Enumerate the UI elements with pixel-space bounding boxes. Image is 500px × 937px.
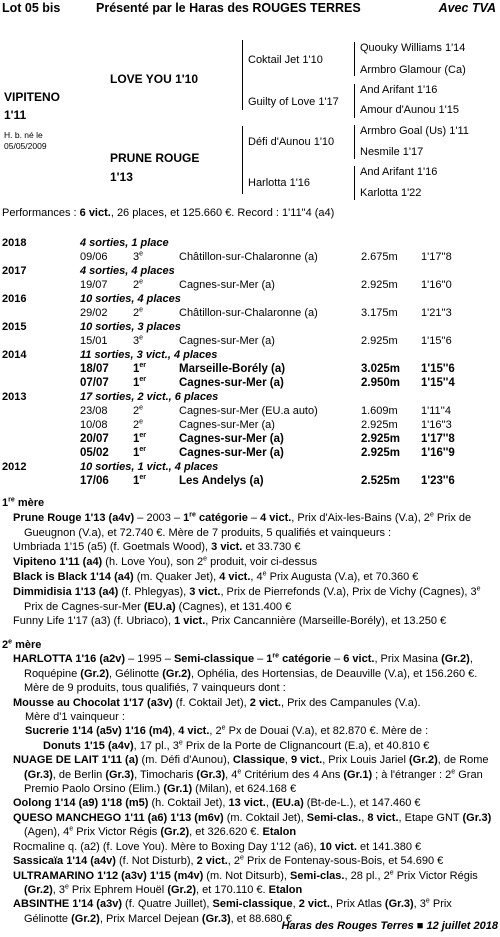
race-hippodrome: Cagnes-sur-Mer (a) xyxy=(179,433,284,445)
race-place: 1er xyxy=(133,376,147,389)
race-row xyxy=(2,362,471,376)
year-summary: 17 sorties, 2 vict., 6 places xyxy=(80,391,219,403)
year-summary: 4 sorties, 4 places xyxy=(80,265,175,277)
horse-info-1: H. b. né le xyxy=(4,130,43,140)
year-summary-row xyxy=(2,264,471,278)
second-dam-child-mousse: Mousse au Chocolat 1'17 (a3v) (f. Coktail Jet), 2 vict., Prix des Campanules (V.a). xyxy=(13,696,421,709)
race-place: 2e xyxy=(133,278,144,291)
horse-info-2: 05/05/2009 xyxy=(4,141,47,151)
second-dam-ultramarino: ULTRAMARINO 1'12 (a3v) 1'15 (m4v) (m. Not Ditsurb), Semi-clas., 28 pl., 2e Prix Victor Régis (Gr.2), 3e Prix Ephrem Houël (Gr.2), et 170.110 €. Etalon xyxy=(13,868,478,896)
second-dam-paragraph: HARLOTTA 1'16 (a2v) – 1995 – Semi-classique – 1re catégorie – 6 vict., Prix Masina (Gr.2), Roquépine (Gr.2), Gélinotte (Gr.2), Ophélia, des Hortensias, de Deauville (V.a), et 156.260 €. Mère de 9 produits, tous qualifiés, 7 vainqueurs dont : xyxy=(13,652,478,695)
race-place: 3e xyxy=(133,250,144,263)
year-summary-row xyxy=(2,236,471,250)
race-hippodrome: Cagnes-sur-Mer (a) xyxy=(179,335,275,347)
performances-wins: 6 vict. xyxy=(79,207,111,219)
gen3-3: Défi d'Aunou 1'10 xyxy=(248,136,335,148)
gen3-4: Harlotta 1'16 xyxy=(248,177,311,189)
race-row xyxy=(2,404,471,418)
race-hippodrome: Marseille-Borély (a) xyxy=(179,363,286,375)
race-time: 1'23''6 xyxy=(421,475,455,487)
gen4-1: Quouky Williams 1'14 xyxy=(360,42,466,54)
race-row xyxy=(2,334,471,348)
first-dam-child-1: Umbriada 1'15 (a5) (f. Goetmals Wood), 3 vict. et 33.730 € xyxy=(13,541,301,554)
year-label: 2015 xyxy=(2,321,27,333)
race-date: 05/02 xyxy=(80,447,109,459)
race-date: 23/08 xyxy=(80,405,108,417)
first-dam-child-2: Vipiteno 1'11 (a4) (h. Love You), son 2e produit, voir ci-dessus xyxy=(13,555,318,569)
year-label: 2013 xyxy=(2,391,27,403)
race-time: 1'11''4 xyxy=(421,405,451,417)
race-row xyxy=(2,418,471,432)
results-table xyxy=(2,236,471,488)
race-distance: 2.525m xyxy=(361,475,401,487)
race-date: 15/01 xyxy=(80,335,108,347)
race-place: 1er xyxy=(133,432,147,445)
year-summary-row xyxy=(2,292,471,306)
sire: LOVE YOU 1'10 xyxy=(110,72,199,86)
year-summary: 10 sorties, 1 vict., 4 places xyxy=(80,461,219,473)
year-summary-row xyxy=(2,460,471,474)
performances-rest: , 26 places, et 125.660 €. Record : 1'11"4 (a4) xyxy=(110,207,335,219)
race-place: 3e xyxy=(133,334,144,347)
gen4-2: Armbro Glamour (Ca) xyxy=(360,64,466,76)
second-dam-queso: QUESO MANCHEGO 1'11 (a6) 1'13 (m6v) (m. Coktail Jet), Semi-clas., 8 vict., Etape GNT (Gr.3) (Agen), 4e Prix Victor Régis (Gr.2), et 326.620 €. Etalon xyxy=(13,811,492,839)
race-time: 1'16''9 xyxy=(421,447,455,459)
race-time: 1'15''4 xyxy=(421,377,455,389)
race-place: 2e xyxy=(133,404,144,417)
race-date: 09/06 xyxy=(80,251,108,263)
second-dam-sassicaia: Sassicaïa 1'14 (a4v) (f. Not Disturb), 2 vict., 2e Prix de Fontenay-sous-Bois, et 54.690 € xyxy=(13,854,444,868)
gen3-2: Guilty of Love 1'17 xyxy=(248,96,339,108)
race-distance: 2.950m xyxy=(361,377,401,389)
year-label: 2014 xyxy=(2,349,27,361)
performances-label: Performances : xyxy=(2,207,80,219)
race-hippodrome: Les Andelys (a) xyxy=(179,475,264,487)
year-summary: 10 sorties, 4 places xyxy=(80,293,181,305)
race-hippodrome: Cagnes-sur-Mer (EU.a auto) xyxy=(179,405,318,417)
race-distance: 2.925m xyxy=(361,335,398,347)
race-time: 1'16''3 xyxy=(421,419,452,431)
year-summary-row xyxy=(2,320,471,334)
race-distance: 3.025m xyxy=(361,363,401,375)
year-label: 2018 xyxy=(2,237,27,249)
race-place: 2e xyxy=(133,306,144,319)
year-label: 2017 xyxy=(2,265,27,277)
performances xyxy=(2,207,334,219)
race-date: 17/06 xyxy=(80,475,109,487)
gen4-8: Karlotta 1'22 xyxy=(360,187,422,199)
race-time: 1'17''8 xyxy=(421,433,455,445)
race-hippodrome: Cagnes-sur-Mer (a) xyxy=(179,419,275,431)
presented-by: Présenté par le Haras des ROUGES TERRES xyxy=(96,1,361,15)
race-hippodrome: Cagnes-sur-Mer (a) xyxy=(179,447,284,459)
race-date: 19/07 xyxy=(80,279,108,291)
second-dam-rocmaline: Rocmaline q. (a2) (f. Love You). Mère to Boxing Day 1'12 (a6), 10 vict. et 141.380 € xyxy=(13,840,422,853)
second-dam-absinthe: ABSINTHE 1'14 (a3v) (f. Quatre Juillet), Semi-classique, 2 vict., Prix Atlas (Gr.3), 3e Prix Gélinotte (Gr.2), Prix Marcel Dejean (Gr.3), et 88.680 € xyxy=(13,897,452,925)
second-dam-nuage: NUAGE DE LAIT 1'11 (a) (m. Défi d'Aunou), Classique, 9 vict., Prix Louis Jariel (Gr.2), de Rome (Gr.3), de Berlin (Gr.3), Timocharis (Gr.3), 4e Critérium des 4 Ans (Gr.1) ; à l'étranger : 2e Gran Premio Paolo Orsino (Elim.) (Gr.1) (Milan), et 624.168 € xyxy=(13,754,489,796)
year-summary: 11 sorties, 3 vict., 4 places xyxy=(80,349,218,361)
gen4-5: Armbro Goal (Us) 1'11 xyxy=(360,125,469,137)
race-row xyxy=(2,376,471,390)
race-row xyxy=(2,474,471,488)
first-dam-child-4: Dimmidisia 1'13 (a4) (f. Phlegyas), 3 vict., Prix de Pierrefonds (V.a), Prix de Vichy (Cagnes), 3e Prix de Cagnes-sur-Mer (EU.a) (Cagnes), et 131.400 € xyxy=(13,585,481,613)
year-label: 2016 xyxy=(2,293,27,305)
race-hippodrome: Cagnes-sur-Mer (a) xyxy=(179,377,284,389)
race-time: 1'15''6 xyxy=(421,363,455,375)
year-summary: 4 sorties, 1 place xyxy=(80,237,169,249)
race-distance: 3.175m xyxy=(361,307,398,319)
first-dam-child-3: Black is Black 1'14 (a4) (m. Quaker Jet), 4 vict., 4e Prix Augusta (V.a), et 70.360 € xyxy=(13,570,419,583)
horse-record: 1'11 xyxy=(4,108,27,122)
first-dam-paragraph: Prune Rouge 1'13 (a4v) – 2003 – 1re catégorie – 4 vict., Prix d'Aix-les-Bains (V.a), 2e Prix de Gueugnon (V.a), et 72.740 €. Mère de 7 produits, 5 qualifiés et vainqueurs : xyxy=(13,511,472,539)
race-row xyxy=(2,306,471,320)
race-place: 1er xyxy=(133,362,147,375)
second-dam-donuts: Donuts 1'15 (a4v), 17 pl., 3e Prix de la Porte de Clignancourt (E.a), et 40.810 € xyxy=(43,739,430,752)
gen3-1: Coktail Jet 1'10 xyxy=(248,54,323,66)
race-time: 1'16''0 xyxy=(421,279,452,291)
second-dam-section xyxy=(2,638,498,926)
race-time: 1'17''8 xyxy=(421,251,452,263)
race-distance: 2.925m xyxy=(361,433,401,445)
gen4-4: Amour d'Aunou 1'15 xyxy=(360,104,459,116)
race-place: 1er xyxy=(133,474,147,487)
footer: Haras des Rouges Terres ■ 12 juillet 2018 xyxy=(281,920,498,932)
dam: PRUNE ROUGE xyxy=(110,151,200,165)
race-date: 29/02 xyxy=(80,307,108,319)
race-place: 2e xyxy=(133,418,144,431)
race-distance: 2.925m xyxy=(361,447,401,459)
second-dam-oolong: Oolong 1'14 (a9) 1'18 (m5) (h. Coktail Jet), 13 vict., (EU.a) (Bt-de-L.), et 147.460 € xyxy=(13,797,421,810)
gen4-7: And Arifant 1'16 xyxy=(360,166,438,178)
year-label: 2012 xyxy=(2,461,27,473)
gen4-3: And Arifant 1'16 xyxy=(360,84,438,96)
second-dam-mousse-note: Mère d'1 vainqueur : xyxy=(25,711,125,724)
tva-label: Avec TVA xyxy=(438,1,496,15)
race-hippodrome: Cagnes-sur-Mer (a) xyxy=(179,279,275,291)
first-dam-heading: 1re mère xyxy=(2,496,45,509)
race-distance: 2.925m xyxy=(361,279,398,291)
race-time: 1'15''6 xyxy=(421,335,452,347)
dam-record: 1'13 xyxy=(110,170,133,184)
race-row xyxy=(2,278,471,292)
first-dam-child-5: Funny Life 1'17 (a3) (f. Ubriaco), 1 vict., Prix Cancannière (Marseille-Borély), et 13.250 € xyxy=(13,615,447,628)
race-row xyxy=(2,446,471,460)
race-date: 07/07 xyxy=(80,377,109,389)
race-distance: 2.925m xyxy=(361,419,398,431)
year-summary-row xyxy=(2,348,471,362)
gen4-6: Nesmile 1'17 xyxy=(360,146,424,158)
race-place: 1er xyxy=(133,446,147,459)
second-dam-sucrerie: Sucrerie 1'14 (a5v) 1'16 (m4), 4 vict., 2e Px de Douai (V.a), et 82.870 €. Mère de : xyxy=(25,724,429,738)
race-distance: 2.675m xyxy=(361,251,398,263)
second-dam-heading: 2e mère xyxy=(2,638,42,651)
race-row xyxy=(2,432,471,446)
race-time: 1'21''3 xyxy=(421,307,452,319)
horse-name: VIPITENO xyxy=(4,90,61,104)
year-summary: 10 sorties, 3 places xyxy=(80,321,181,333)
race-hippodrome: Châtillon-sur-Chalaronne (a) xyxy=(179,251,318,263)
first-dam-section xyxy=(2,496,498,629)
year-summary-row xyxy=(2,390,471,404)
lot-number: Lot 05 bis xyxy=(2,1,61,15)
race-date: 18/07 xyxy=(80,363,109,375)
race-row xyxy=(2,250,471,264)
race-date: 10/08 xyxy=(80,419,108,431)
race-distance: 1.609m xyxy=(361,405,398,417)
race-date: 20/07 xyxy=(80,433,109,445)
race-hippodrome: Châtillon-sur-Chalaronne (a) xyxy=(179,307,318,319)
